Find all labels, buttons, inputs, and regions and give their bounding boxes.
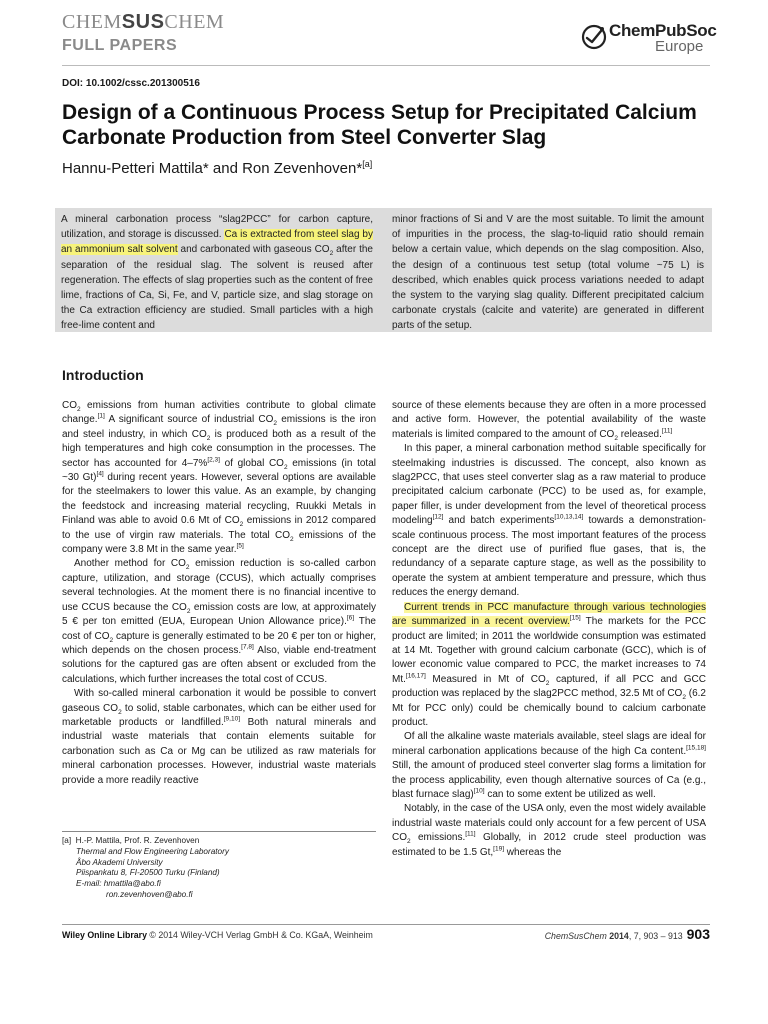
footnote-names: H.-P. Mattila, Prof. R. Zevenhoven	[75, 836, 200, 845]
author-names: Hannu-Petteri Mattila* and Ron Zevenhoven*	[62, 160, 363, 177]
citation[interactable]: [7,8]	[241, 643, 254, 651]
page-number: 903	[686, 926, 710, 942]
publisher-logo	[581, 21, 717, 58]
abstract-left-column	[61, 212, 373, 334]
citation[interactable]: [11]	[661, 427, 673, 435]
footnote-names-line	[62, 836, 376, 847]
logo-text-chempubsoc: ChemPubSoc	[609, 21, 717, 40]
abstract-text: A mineral carbonation process “slag2PCC” for carbon capture, utilization, and storage is discussed.	[61, 214, 373, 241]
paragraph: In this paper, a mineral carbonation method suitable specifically for steelmaking industries is discussed. The concept, also known as slag2PCC, that uses steel converter slag as a raw material to produce precipitated calcium carbonate (PCC) to be used as, for example, paper filler, is under development from the level of theoretical process modeling[12] and batch experiments[10,13,14] towards a demonstration-scale continuous process. The most important features of the process concept are the direct use of purified flue gases, that is, the redundancy of a separate capture stage, as well as the possibility to operate the system at ambient temperature and pressure, which thus reduces the energy demand.	[392, 443, 706, 599]
chempubsoc-logo-icon	[581, 24, 607, 50]
journal-name-post: CHEM	[164, 11, 225, 33]
citation[interactable]: [2,3]	[207, 456, 220, 464]
footnote-divider	[62, 831, 376, 832]
paragraph: Another method for $CO_2$ emission reduction is so-called carbon capture, utilization, and storage (CCUS), which actually comprises several technologies. At the moment there is no financial incentive to use CCUS because the $CO_2$ emission costs are low, at approximately 5 € per ton emitted (EUA, European Union Allowance price).[6] The cost of $CO_2$ capture is generally estimated to be 20 € per ton or higher, which depends on the chosen process.[7,8] Also, viable end-treatment solutions for the captured gas are often absent or excluded from the calculations, which further increases the total cost of CCUS.	[62, 558, 377, 685]
authors	[62, 160, 372, 178]
footer-year: 2014	[609, 931, 629, 941]
citation[interactable]: [16,17]	[405, 672, 426, 680]
journal-name	[62, 12, 224, 32]
footnote-label: [a]	[62, 836, 72, 845]
citation[interactable]: [4]	[96, 470, 104, 478]
footnote-address: Piispankatu 8, FI-20500 Turku (Finland)	[76, 868, 220, 878]
doi[interactable]: DOI: 10.1002/cssc.201300516	[62, 78, 200, 89]
footnote-email-1[interactable]: E-mail: hmattila@abo.fi	[76, 879, 161, 889]
subscript: 2	[329, 250, 334, 258]
journal-name-mid: SUS	[121, 11, 165, 33]
abstract-text: and carbonated with gaseous CO	[177, 244, 330, 256]
citation[interactable]: [15,18]	[686, 744, 706, 752]
footnote-university: Åbo Akademi University	[76, 857, 163, 867]
citation[interactable]: [10,13,14]	[554, 513, 584, 521]
citation[interactable]: [19]	[493, 845, 505, 853]
logo-text-europe: Europe	[655, 38, 704, 55]
body-right-column	[392, 399, 706, 860]
article-type: FULL PAPERS	[62, 37, 178, 54]
footer-divider	[62, 924, 710, 925]
citation[interactable]: [1]	[97, 413, 105, 421]
paragraph: source of these elements because they are often in a more processed and active form. However, the potential availability of the waste materials is limited compared to the amount of $CO_2$ released.[11]	[392, 400, 706, 442]
article-title: Design of a Continuous Process Setup for Precipitated Calcium Carbonate Production from Steel Converter Slag	[62, 101, 697, 149]
footer-right	[545, 927, 710, 943]
footnote-email-2[interactable]: ron.zevenhoven@abo.fi	[106, 889, 193, 899]
highlighted-text: Current trends in PCC manufacture through various technologies are summarized in a recent overview.	[392, 601, 706, 628]
footer-left	[62, 930, 373, 941]
affiliation-footnote	[62, 836, 376, 901]
section-heading-introduction: Introduction	[62, 367, 144, 383]
paragraph: Of all the alkaline waste materials available, steel slags are ideal for mineral carbonation applications because of the high Ca content.[15,18] Still, the amount of produced steel converter slag forms a limitation for the process applicability, even though alternative sources of Ca (e.g., blast furnace slag)[10] can to some extent be utilized as well.	[392, 731, 706, 800]
journal-name-pre: CHEM	[62, 11, 122, 33]
paragraph: $CO_2$ emissions from human activities contribute to global climate change.[1] A significant source of industrial $CO_2$ emissions is the iron and steel industry, in which $CO_2$ is produced both as a result of the high temperatures and high coke consumption in the processes. The sector has accounted for 4–7%[2,3] of global $CO_2$ emissions (in total ~30 Gt)[4] during recent years. However, several options are available for the steelmakers to lower this value. As an example, by changing the feedstock and increasing material recycling, Ruukki Metals in Finland was able to avoid 0.6 Mt of $CO_2$ emissions in 2012 compared to the use of virgin raw materials. The total $CO_2$ emissions of the company were 3.8 Mt in the same year.[5]	[62, 400, 377, 556]
wiley-online-library-link[interactable]: Wiley Online Library	[62, 930, 147, 940]
footnote-lab: Thermal and Flow Engineering Laboratory	[76, 846, 229, 856]
citation[interactable]: [5]	[236, 542, 244, 550]
paragraph: With so-called mineral carbonation it would be possible to convert gaseous $CO_2$ to solid, stable carbonates, which can be either used for marketable products or landfilled.[9,10] Both natural minerals and industrial waste materials that contain elements suitable for carbonation such as Ca or Mg can be utilized as raw materials for mineral carbonation processes. However, industrial waste materials provide a more readily reactive	[62, 688, 376, 786]
citation[interactable]: [11]	[465, 830, 476, 838]
footer-journal: ChemSusChem	[544, 931, 607, 941]
highlighted-text: Ca is extracted from steel slag by an ammonium salt solvent	[61, 229, 373, 256]
citation[interactable]: [6]	[346, 614, 355, 622]
abstract-box	[55, 208, 712, 332]
citation[interactable]: [9,10]	[223, 715, 241, 723]
abstract-text: after the separation of the residual slag. The solvent is reused after regeneration. The effects of slag properties such as the content of free lime, fractions of Ca, Si, Fe, and V, particle size, and slag storage on the Ca extraction efficiency are studied. Small particles with a high free-lime content and	[61, 244, 373, 332]
body-left-column	[62, 399, 376, 788]
affiliation-mark: [a]	[362, 159, 373, 169]
footer-volume-pages: , 7, 903 – 913	[628, 931, 683, 941]
citation[interactable]: [12]	[432, 513, 444, 521]
paragraph: Notably, in the case of the USA only, even the most widely available industrial waste materials could only account for a few percent of USA $CO_2$ emissions.[11] Globally, in 2012 crude steel production was estimated to be 1.5 Gt,[19] whereas the	[392, 803, 706, 858]
copyright: © 2014 Wiley-VCH Verlag GmbH & Co. KGaA, Weinheim	[146, 930, 373, 940]
citation[interactable]: [10]	[473, 787, 485, 795]
header-divider	[62, 65, 710, 66]
abstract-right-column: minor fractions of Si and V are the most suitable. To limit the amount of impurities in the process, the slag-to-liquid ratio should remain below a certain value, which depends on the slag composition. Also, the design of a continuous test setup (total volume ~75 L) is described, which enables quick process variations needed to adapt the system to the varying slag quality. Different precipitated calcium carbonate crystals (calcite and vaterite) are generated in different parts of the setup.	[392, 214, 704, 332]
citation[interactable]: [15]	[569, 614, 581, 622]
paragraph: Current trends in PCC manufacture through various technologies are summarized in a recent overview.[15] The markets for the PCC product are limited; in 2011 the worldwide consumption was estimated at 14 Mt. Together with ground calcium carbonate (GCC), which is of lower economic value compared to PCC, the market increases to 74 Mt.[16,17] Measured in Mt of $CO_2$ captured, if all PCC and GCC production was replaced by the slag2PCC method, 32.5 Mt of $CO_2$ (6.2 Mt for PCC only) could be chemically bound to calcium carbonate product.	[392, 601, 707, 728]
